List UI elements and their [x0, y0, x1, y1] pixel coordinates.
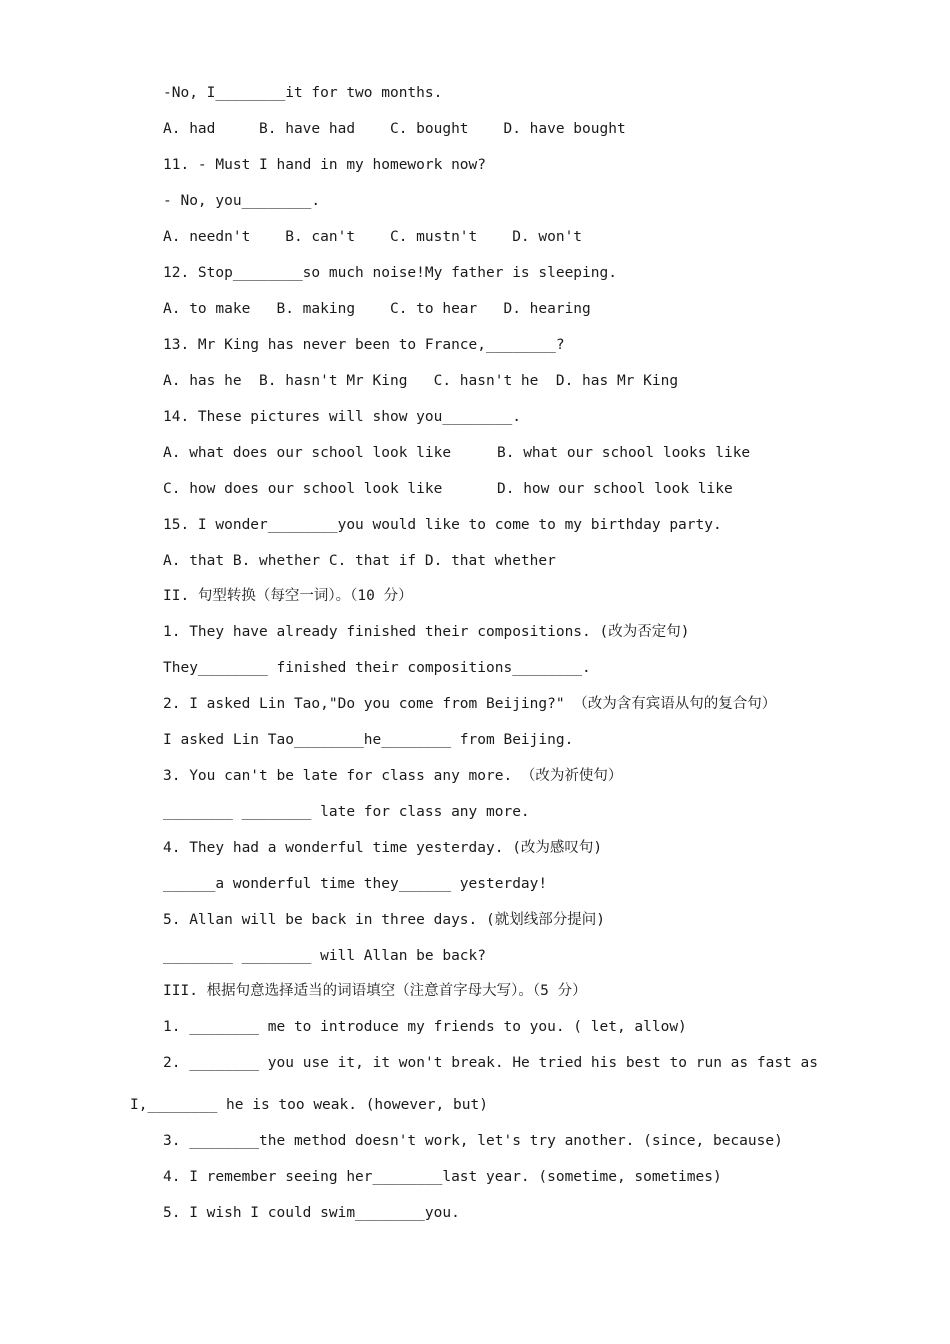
- q14-option-a: A. what does our school look like: [163, 445, 452, 461]
- s2-q3-prompt: 3. You can't be late for class any more. （改为祈使句）: [163, 768, 623, 784]
- q15-options: A. that B. whether C. that if D. that whether: [163, 553, 556, 569]
- section-2-heading: II. 句型转换（每空一词）。（10 分）: [163, 588, 413, 604]
- q10-options: A. had B. have had C. bought D. have bought: [163, 121, 626, 137]
- q14-option-c: C. how does our school look like: [163, 481, 443, 497]
- q13-options: A. has he B. hasn't Mr King C. hasn't he D. has Mr King: [163, 373, 679, 389]
- q14-question: 14. These pictures will show you________.: [163, 409, 521, 425]
- s3-q5: 5. I wish I could swim________you.: [163, 1205, 460, 1221]
- s2-q5-answer: ________ ________ will Allan be back?: [163, 948, 487, 964]
- q11-options: A. needn't B. can't C. mustn't D. won't: [163, 229, 583, 245]
- q15-question: 15. I wonder________you would like to come to my birthday party.: [163, 517, 722, 533]
- q11-question: 11. - Must I hand in my homework now?: [163, 157, 487, 173]
- q12-question: 12. Stop________so much noise!My father is sleeping.: [163, 265, 617, 281]
- s3-q1: 1. ________ me to introduce my friends to you. ( let, allow): [163, 1019, 687, 1035]
- s3-q3: 3. ________the method doesn't work, let's try another. (since, because): [163, 1133, 783, 1149]
- q11-answer-line: - No, you________.: [163, 193, 321, 209]
- s3-q4: 4. I remember seeing her________last year. (sometime, sometimes): [163, 1169, 722, 1185]
- q14-option-b: B. what our school looks like: [497, 445, 751, 461]
- s2-q4-prompt: 4. They had a wonderful time yesterday. (改为感叹句): [163, 840, 603, 856]
- s3-q2-line2: I,________ he is too weak. (however, but): [130, 1097, 488, 1113]
- s2-q2-prompt: 2. I asked Lin Tao,"Do you come from Beijing?" （改为含有宾语从句的复合句）: [163, 696, 777, 712]
- q12-options: A. to make B. making C. to hear D. hearing: [163, 301, 591, 317]
- s2-q1-answer: They________ finished their compositions________.: [163, 660, 591, 676]
- q10-answer-line: -No, I________it for two months.: [163, 85, 443, 101]
- section-3-heading: III. 根据句意选择适当的词语填空（注意首字母大写）。（5 分）: [163, 983, 587, 999]
- q13-question: 13. Mr King has never been to France,________?: [163, 337, 565, 353]
- s2-q5-prompt: 5. Allan will be back in three days. (就划线部分提问): [163, 912, 605, 928]
- s3-q2-line1: 2. ________ you use it, it won't break. He tried his best to run as fast as: [163, 1055, 818, 1071]
- s2-q3-answer: ________ ________ late for class any more.: [163, 804, 530, 820]
- q14-option-d: D. how our school look like: [497, 481, 733, 497]
- s2-q1-prompt: 1. They have already finished their compositions. (改为否定句): [163, 624, 690, 640]
- s2-q2-answer: I asked Lin Tao________he________ from Beijing.: [163, 732, 574, 748]
- s2-q4-answer: ______a wonderful time they______ yesterday!: [163, 876, 548, 892]
